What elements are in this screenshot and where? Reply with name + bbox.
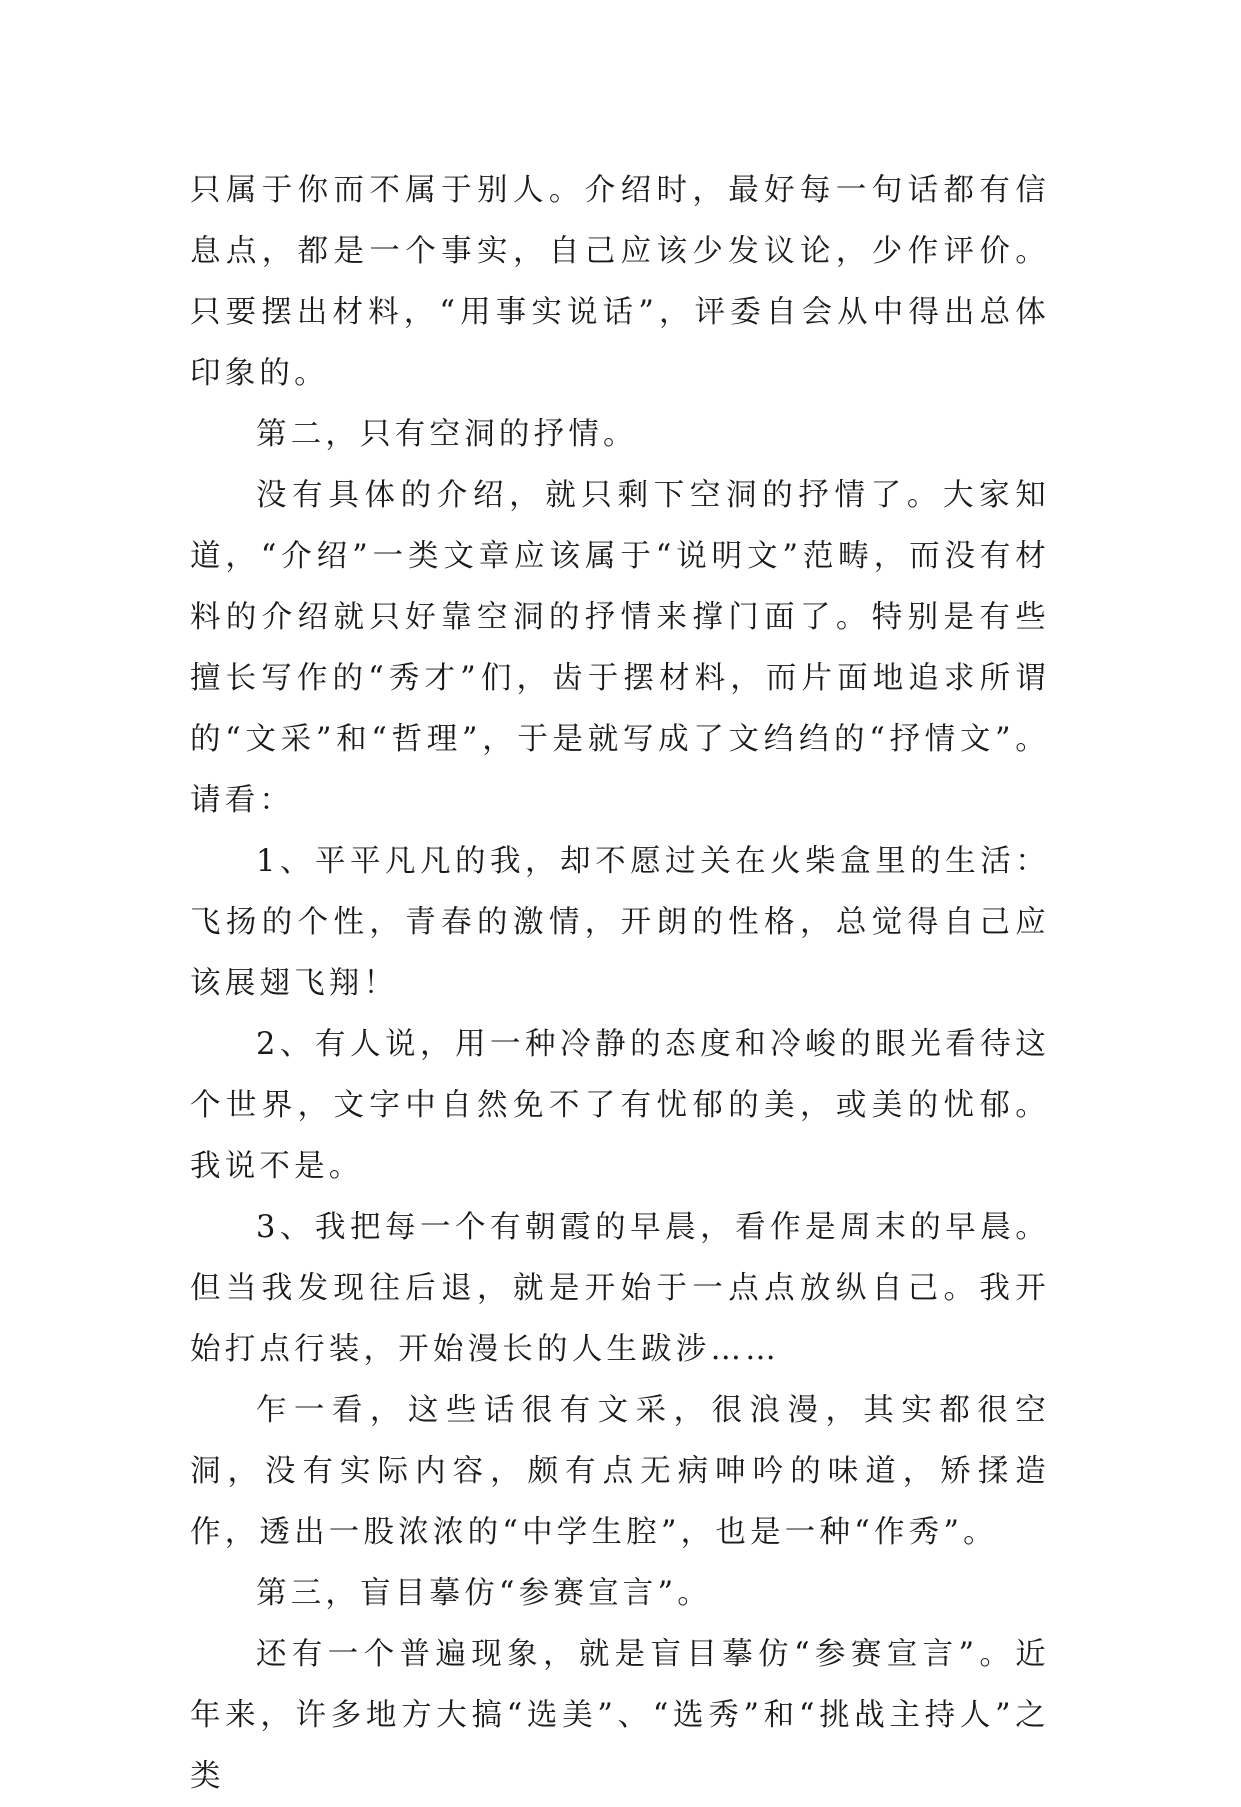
- paragraph-continuation: 只属于你而不属于别人。介绍时，最好每一句话都有信息点，都是一个事实，自己应该少发议论，少作评价。只要摆出材料，“用事实说话”，评委自会从中得出总体印象的。: [190, 173, 1050, 391]
- paragraph-empty-lyricism: 没有具体的介绍，就只剩下空洞的抒情了。大家知道，“介绍”一类文章应该属于“说明文”范畴，而没有材料的介绍就只好靠空洞的抒情来撑门面了。特别是有些擅长写作的“秀才”们，齿于摆材料，而片面地追求所谓的“文采”和“哲理”，于是就写成了文绉绉的“抒情文”。请看：: [190, 478, 1050, 818]
- paragraph-imitation: 还有一个普遍现象，就是盲目摹仿“参赛宣言”。近年来，许多地方大搞“选美”、“选秀”和“挑战主持人”之类: [190, 1637, 1050, 1794]
- paragraph-heading-second-point: 第二，只有空洞的抒情。: [256, 417, 638, 452]
- paragraph-example-1: 1、平平凡凡的我，却不愿过关在火柴盒里的生活：飞扬的个性，青春的激情，开朗的性格，总觉得自己应该展翅飞翔！: [190, 844, 1050, 1001]
- document-page: [190, 160, 1050, 1807]
- paragraph-example-3: 3、我把每一个有朝霞的早晨，看作是周末的早晨。但当我发现往后退，就是开始于一点点放纵自己。我开始打点行装，开始漫长的人生跋涉……: [190, 1210, 1050, 1367]
- paragraph-commentary: 乍一看，这些话很有文采，很浪漫，其实都很空洞，没有实际内容，颇有点无病呻吟的味道，矫揉造作，透出一股浓浓的“中学生腔”，也是一种“作秀”。: [190, 1393, 1050, 1550]
- paragraph-heading-third-point: 第三，盲目摹仿“参赛宣言”。: [256, 1576, 712, 1611]
- paragraph-example-2: 2、有人说，用一种冷静的态度和冷峻的眼光看待这个世界，文字中自然免不了有忧郁的美，或美的忧郁。我说不是。: [190, 1027, 1050, 1184]
